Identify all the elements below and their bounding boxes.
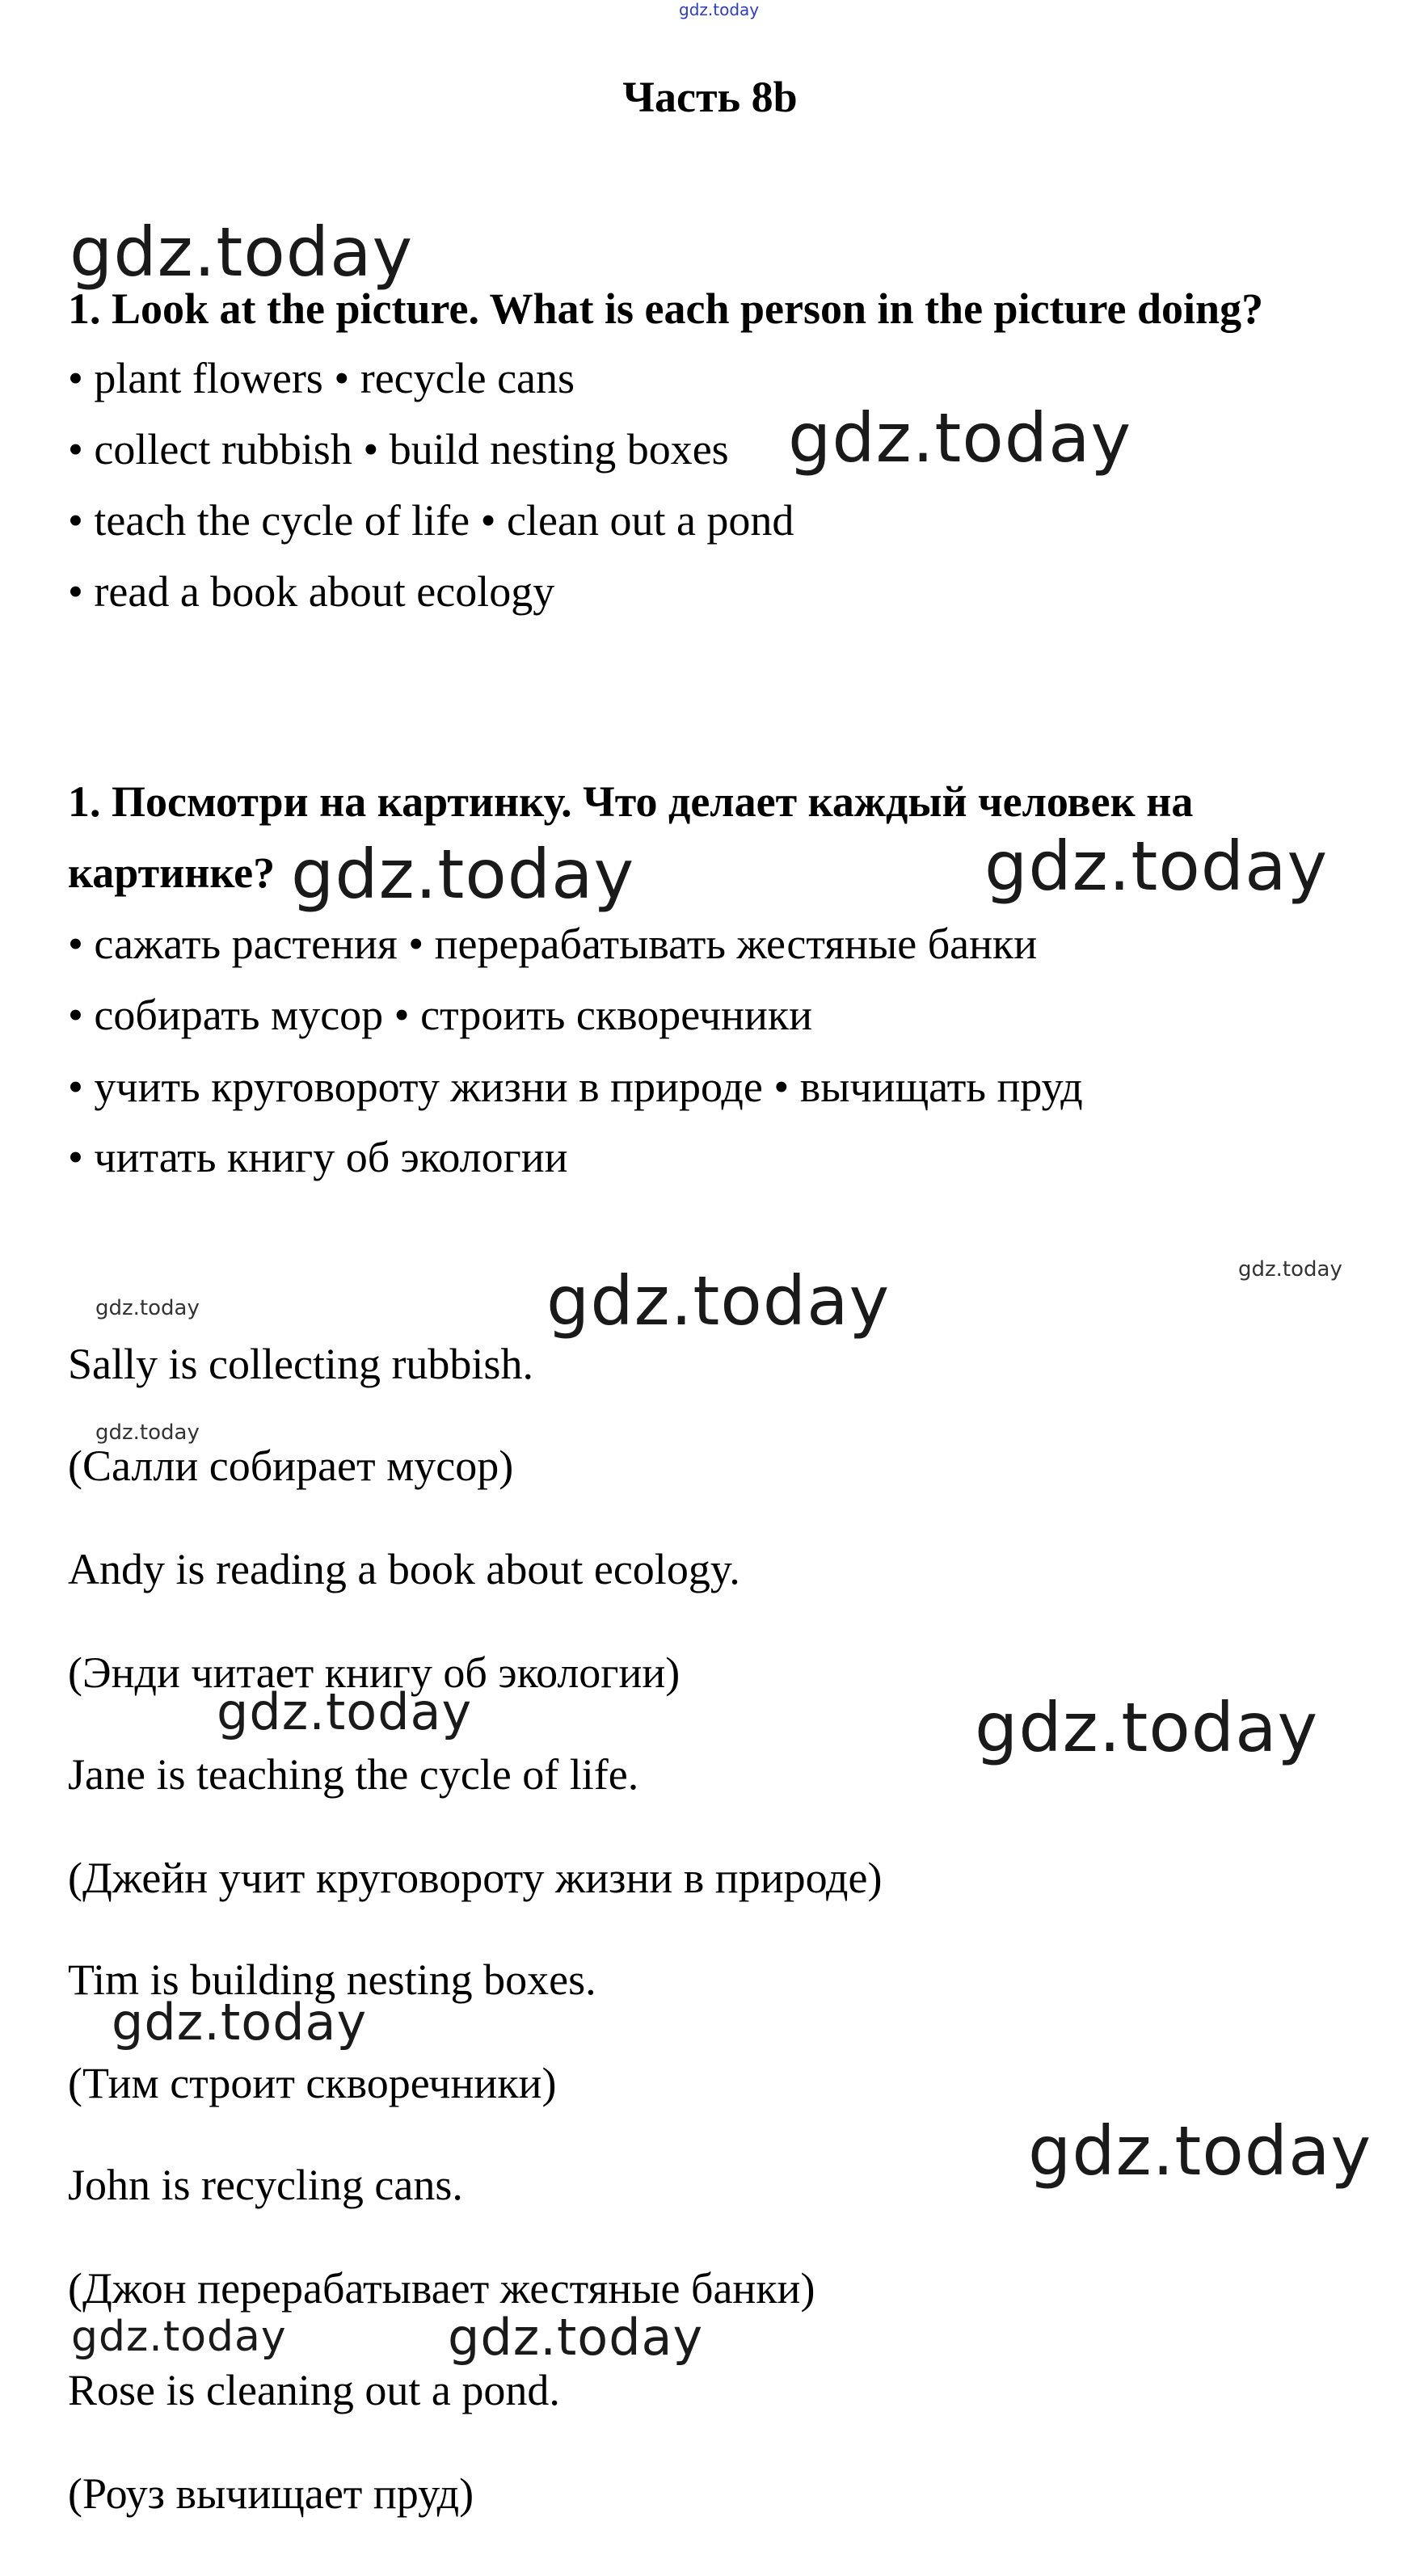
watermark-text: gdz.today <box>448 2308 704 2367</box>
watermark-text: gdz.today <box>1028 2111 1372 2191</box>
watermark-text: gdz.today <box>70 213 414 292</box>
watermark-text: gdz.today <box>975 1688 1319 1767</box>
answer-line: John is recycling cans. <box>68 2161 463 2209</box>
list-item: • read a book about ecology <box>68 567 555 616</box>
watermark-text: gdz.today <box>71 2313 287 2361</box>
answer-translation: (Тим строит скворечники) <box>68 2059 557 2107</box>
list-item: • учить круговороту жизни в природе • вычищать пруд <box>68 1063 1083 1111</box>
page-title: Часть 8b <box>622 73 798 121</box>
list-item: • collect rubbish • build nesting boxes <box>68 425 729 474</box>
answer-line: Andy is reading a book about ecology. <box>68 1545 740 1593</box>
answer-line: Tim is building nesting boxes. <box>68 1955 596 2004</box>
list-item: • собирать мусор • строить скворечники <box>68 991 812 1039</box>
task-heading-ru: 1. Посмотри на картинку. Что делает каждый человек на <box>68 777 1194 826</box>
list-item: • читать книгу об экологии <box>68 1133 568 1181</box>
watermark-text: gdz.today <box>112 1993 368 2052</box>
list-item: • plant flowers • recycle cans <box>68 354 575 402</box>
watermark-text: gdz.today <box>95 1296 200 1320</box>
watermark-text: gdz.today <box>546 1261 891 1341</box>
watermark-text: gdz.today <box>291 835 635 914</box>
task-heading-ru-cont: картинке? <box>68 848 276 897</box>
watermark-text: gdz.today <box>788 398 1132 478</box>
answer-line: Jane is teaching the cycle of life. <box>68 1750 639 1799</box>
watermark-text: gdz.today <box>1238 1257 1342 1282</box>
list-item: • teach the cycle of life • clean out a pond <box>68 496 794 545</box>
answer-translation: (Роуз вычищает пруд) <box>68 2469 474 2518</box>
answer-translation: (Энди читает книгу об экологии) <box>68 1648 681 1697</box>
watermark-text: gdz.today <box>95 1421 200 1445</box>
answer-translation: (Джейн учит круговороту жизни в природе) <box>68 1854 883 1902</box>
answer-translation: (Джон перерабатывает жестяные банки) <box>68 2264 815 2313</box>
answer-line: Rose is cleaning out a pond. <box>68 2366 560 2414</box>
task-heading-en: 1. Look at the picture. What is each person in the picture doing? <box>68 284 1264 333</box>
answer-translation: (Салли собирает мусор) <box>68 1442 514 1490</box>
answer-line: Sally is collecting rubbish. <box>68 1340 533 1388</box>
watermark-text: gdz.today <box>984 827 1329 906</box>
watermark-text: gdz.today <box>679 0 760 19</box>
list-item: • сажать растения • перерабатывать жестяные банки <box>68 920 1038 968</box>
watermark-text: gdz.today <box>217 1682 473 1741</box>
